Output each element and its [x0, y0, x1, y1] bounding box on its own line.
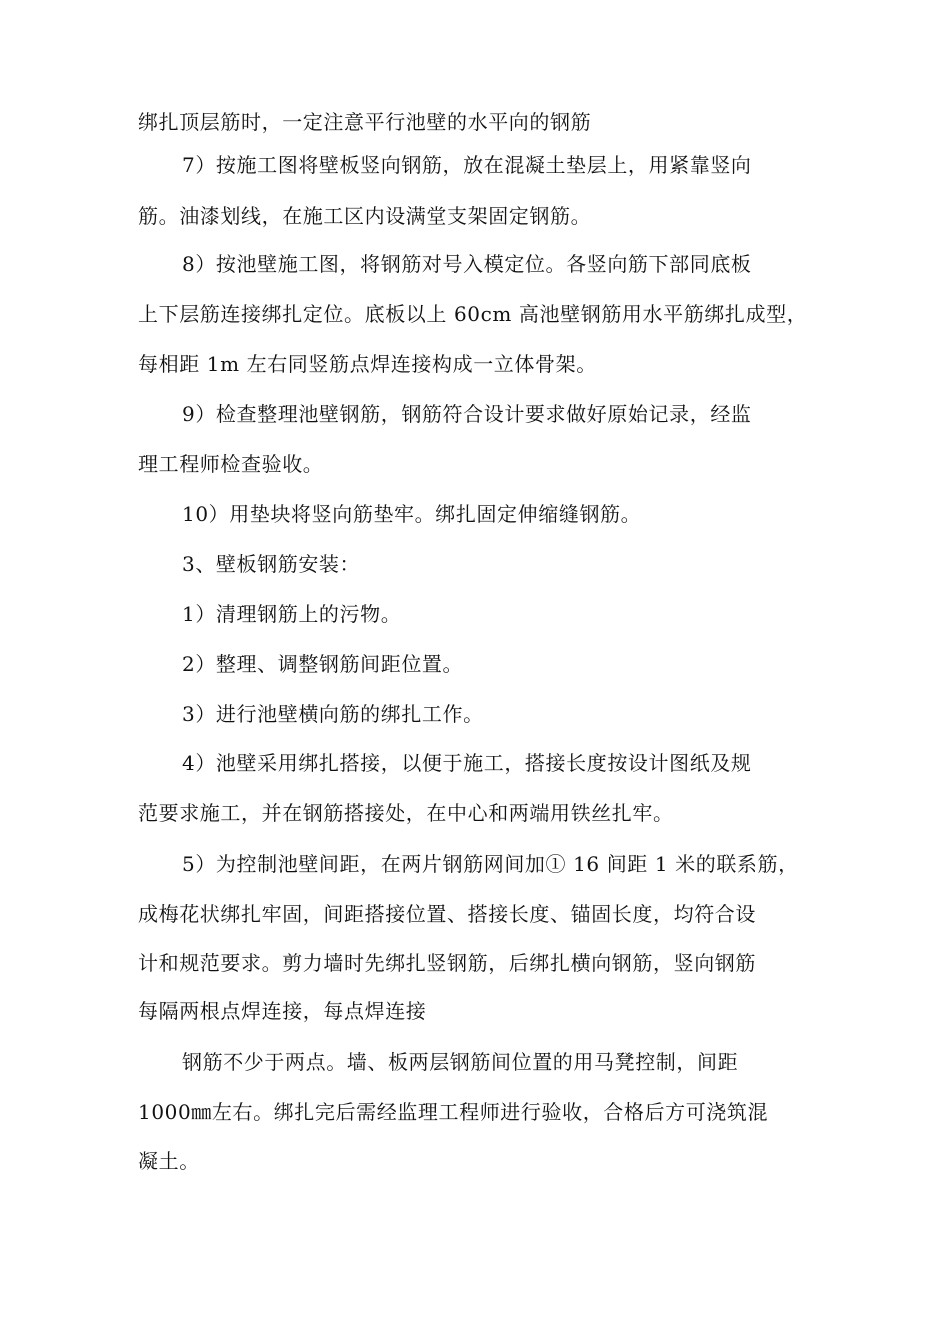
text-line: 8）按池壁施工图，将钢筋对号入模定位。各竖向筋下部同底板: [182, 252, 752, 276]
text-line: 9）检查整理池壁钢筋，钢筋符合设计要求做好原始记录，经监: [182, 402, 752, 426]
text-line: 上下层筋连接绑扎定位。底板以上 60cm 高池壁钢筋用水平筋绑扎成型，: [138, 302, 808, 326]
text-line: 5）为控制池壁间距，在两片钢筋网间加① 16 间距 1 米的联系筋，: [182, 852, 799, 876]
text-line: 每相距 1m 左右同竖筋点焊连接构成一立体骨架。: [138, 352, 597, 376]
section-heading: 3、壁板钢筋安装：: [182, 552, 361, 576]
text-line: 凝土。: [138, 1149, 200, 1173]
text-line: 筋。油漆划线，在施工区内设满堂支架固定钢筋。: [138, 204, 592, 228]
text-line: 3）进行池壁横向筋的绑扎工作。: [182, 702, 484, 726]
text-line: 2）整理、调整钢筋间距位置。: [182, 652, 464, 676]
text-line: 理工程师检查验收。: [138, 452, 324, 476]
text-line: 1）清理钢筋上的污物。: [182, 602, 402, 626]
text-line: 1000㎜左右。绑扎完后需经监理工程师进行验收，合格后方可浇筑混: [138, 1100, 769, 1124]
text-line: 范要求施工，并在钢筋搭接处，在中心和两端用铁丝扎牢。: [138, 801, 674, 825]
text-line: 成梅花状绑扎牢固，间距搭接位置、搭接长度、锚固长度，均符合设: [138, 902, 756, 926]
text-line: 钢筋不少于两点。墙、板两层钢筋间位置的用马凳控制，间距: [182, 1050, 739, 1074]
text-line: 4）池壁采用绑扎搭接，以便于施工，搭接长度按设计图纸及规: [182, 751, 752, 775]
text-line: 绑扎顶层筋时，一定注意平行池壁的水平向的钢筋: [138, 110, 592, 134]
text-line: 10）用垫块将竖向筋垫牢。绑扎固定伸缩缝钢筋。: [182, 502, 642, 526]
text-line: 计和规范要求。剪力墙时先绑扎竖钢筋，后绑扎横向钢筋，竖向钢筋: [138, 951, 756, 975]
text-line: 每隔两根点焊连接，每点焊连接: [138, 999, 427, 1023]
text-line: 7）按施工图将壁板竖向钢筋，放在混凝土垫层上，用紧靠竖向: [182, 153, 752, 177]
